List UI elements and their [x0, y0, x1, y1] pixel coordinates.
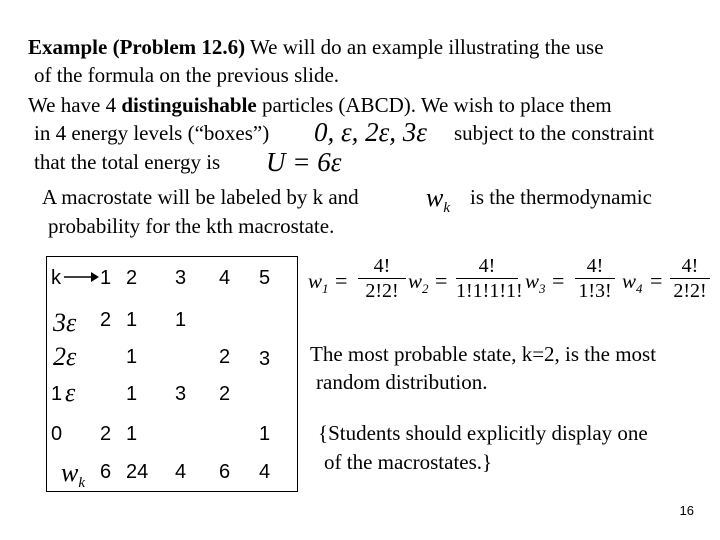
- cell-1e-k3: 3: [175, 383, 187, 405]
- formula-w1-equals: =: [335, 268, 348, 293]
- w-label: [61, 459, 85, 497]
- k-value-4: 4: [219, 267, 231, 289]
- intro-line-7: probability for the kth macrostate.: [48, 214, 335, 238]
- intro-line-3-b: particles (ABCD). We wish to place them: [256, 93, 612, 117]
- cell-1e-k4: 2: [219, 383, 231, 405]
- formula-w2-name: [408, 269, 429, 297]
- intro-line-4a: in 4 energy levels (“boxes”): [34, 121, 270, 145]
- formula-w4-name: [622, 269, 643, 297]
- cell-3e-k2: 1: [126, 309, 138, 331]
- formula-w3-w: w: [525, 269, 540, 293]
- most-probable-line-2: random distribution.: [316, 370, 488, 394]
- cell-3e-k1: 2: [100, 309, 112, 331]
- formula-w1-bar: [358, 278, 406, 279]
- intro-line-1: [28, 34, 604, 60]
- formula-w1-den: 2!2!: [365, 280, 399, 302]
- cell-3e-k3: 1: [175, 309, 187, 331]
- intro-line-3-a: We have 4: [28, 93, 122, 117]
- formula-w4-bar: [670, 278, 710, 279]
- intro-line-1-rest: We will do an example illustrating the use: [245, 35, 604, 59]
- intro-line-6a: A macrostate will be labeled by k and: [42, 185, 359, 209]
- cell-0-k1: 2: [100, 423, 112, 445]
- formula-w3: [525, 255, 617, 305]
- w-value-1: 6: [100, 461, 112, 483]
- formula-w4-den: 2!2!: [673, 280, 707, 302]
- k-label: k: [51, 267, 61, 289]
- formula-w3-bar: [575, 278, 615, 279]
- formula-w4-equals: =: [650, 268, 663, 293]
- distinguishable-bold: distinguishable: [121, 93, 257, 117]
- formula-w2-num: 4!: [478, 255, 496, 277]
- formula-w1-name: [308, 269, 329, 297]
- w-label-w: w: [61, 458, 79, 487]
- w-value-5: 4: [259, 461, 271, 483]
- formula-w4-w: w: [622, 269, 637, 293]
- energy-label-1: 1: [51, 383, 63, 405]
- cell-2e-k4: 2: [219, 346, 231, 368]
- cell-0-k5: 1: [259, 423, 271, 445]
- cell-2e-k5: 3: [259, 348, 271, 370]
- k-value-5: 5: [259, 267, 271, 289]
- energy-label-2e: 2ε: [53, 342, 77, 371]
- cell-1e-k2: 1: [126, 383, 138, 405]
- formula-w1-fraction: [358, 255, 406, 302]
- w-value-2: 24: [126, 461, 149, 483]
- wk-w: w: [426, 183, 444, 212]
- formula-w2-den: 1!1!1!1!: [456, 280, 523, 302]
- formula-w1-num: 4!: [373, 255, 391, 277]
- k-value-3: 3: [175, 267, 187, 289]
- energy-label-0: 0: [51, 423, 63, 445]
- formula-w1: [308, 255, 410, 305]
- intro-line-6b: is the thermodynamic: [470, 185, 652, 209]
- formula-w2-fraction: [456, 255, 523, 302]
- cell-2e-k2: 1: [126, 346, 138, 368]
- w-value-3: 4: [175, 461, 187, 483]
- most-probable-line-1: The most probable state, k=2, is the most: [310, 342, 657, 366]
- formula-w2-bar: [456, 278, 518, 279]
- formula-w3-name: [525, 269, 546, 297]
- formula-w1-sub: 1: [322, 281, 329, 297]
- w-value-4: 6: [219, 461, 231, 483]
- formula-w4-fraction: [670, 255, 710, 302]
- intro-line-2: of the formula on the previous slide.: [34, 63, 340, 87]
- formula-w4-num: 4!: [681, 255, 699, 277]
- intro-line-5a: that the total energy is: [34, 150, 221, 174]
- energy-label-e: ε: [65, 378, 76, 407]
- cell-0-k2: 1: [126, 423, 138, 445]
- formula-w3-num: 4!: [586, 255, 604, 277]
- wk-symbol: [426, 183, 450, 223]
- formula-w3-sub: 3: [539, 281, 546, 297]
- formula-w3-den: 1!3!: [578, 280, 612, 302]
- formula-w1-w: w: [308, 269, 323, 293]
- formula-w2-w: w: [408, 269, 423, 293]
- intro-line-4b: subject to the constraint: [454, 121, 655, 145]
- students-line-1: {Students should explicitly display one: [318, 421, 648, 445]
- page-number: 16: [679, 503, 694, 518]
- wk-k: k: [443, 200, 451, 217]
- example-label: Example (Problem 12.6): [28, 35, 246, 59]
- formula-w2: [408, 255, 523, 305]
- formula-w4: [622, 255, 712, 305]
- formula-w3-equals: =: [552, 268, 565, 293]
- total-energy-math: U = 6ε: [266, 147, 342, 177]
- formula-w4-sub: 4: [636, 281, 643, 297]
- formula-w2-equals: =: [435, 268, 448, 293]
- arrow-right-icon: [63, 269, 99, 285]
- students-line-2: of the macrostates.}: [324, 450, 493, 474]
- k-value-2: 2: [126, 267, 138, 289]
- intro-line-3: [28, 92, 612, 118]
- formula-w3-fraction: [575, 255, 615, 302]
- energy-label-3e: 3ε: [53, 308, 77, 337]
- formula-w2-sub: 2: [422, 281, 429, 297]
- macrostate-table: [46, 256, 298, 492]
- w-label-k: k: [78, 475, 86, 492]
- k-value-1: 1: [100, 267, 112, 289]
- energy-levels-math: 0, ε, 2ε, 3ε: [314, 117, 427, 147]
